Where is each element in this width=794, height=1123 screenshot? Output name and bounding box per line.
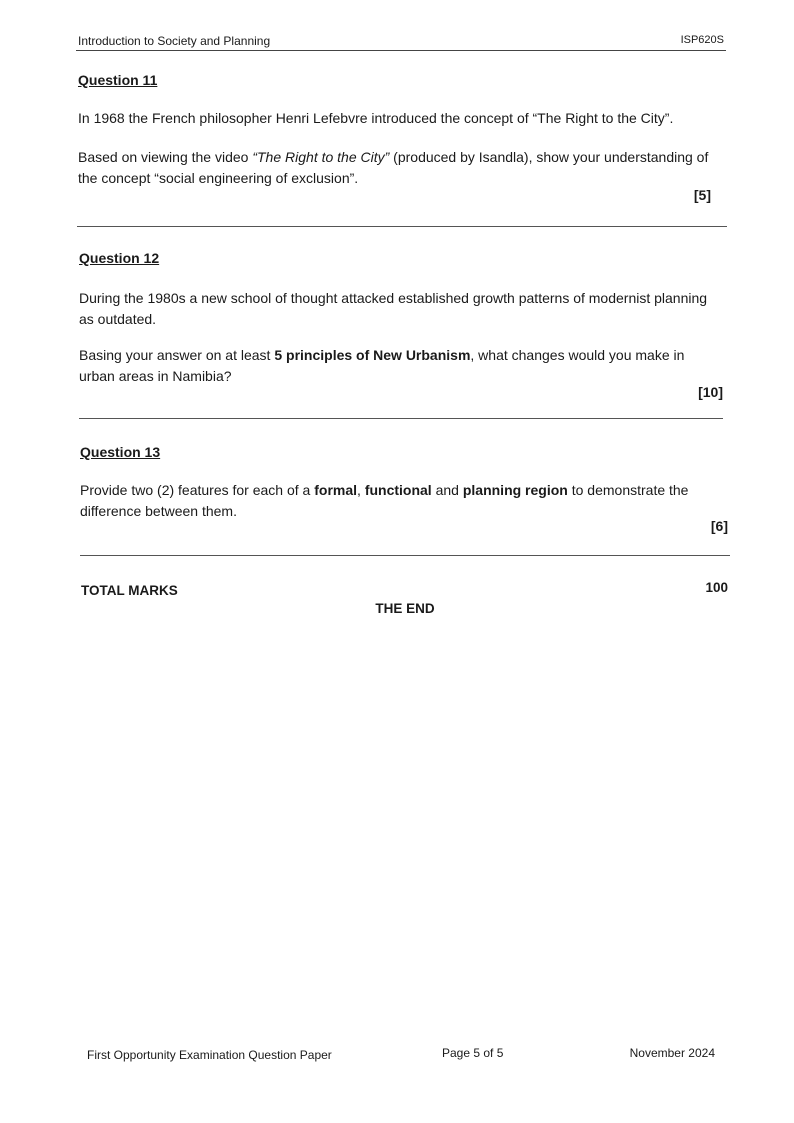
- q13-text-d: and: [431, 482, 463, 498]
- q12-prompt-bold: 5 principles of New Urbanism: [274, 347, 471, 363]
- question-12-intro: During the 1980s a new school of thought attacked established growth patterns of modernist planning as outdated.: [79, 290, 708, 327]
- question-13-marks: [6]: [710, 518, 728, 534]
- footer-page-number: Page 5 of 5: [442, 1046, 504, 1060]
- header-course-code: ISP620S: [680, 34, 724, 46]
- q13-bold-planning-region: planning region: [462, 482, 568, 498]
- question-12-marks: [10]: [698, 384, 723, 400]
- q11-prompt-text-b: (produced by Isandla), show your understanding of the concept “social engineering of exclusion”.: [78, 149, 709, 186]
- footer-exam-type: First Opportunity Examination Question Paper: [87, 1048, 332, 1062]
- q13-text-e: to demonstrate the difference between them.: [80, 482, 689, 519]
- the-end-label: THE END: [375, 601, 435, 616]
- q13-bold-functional: functional: [364, 482, 432, 498]
- question-13-title: Question 13: [80, 444, 161, 460]
- q13-text-c: ,: [357, 482, 365, 498]
- total-marks-value: 100: [705, 580, 728, 595]
- question-11-prompt: [78, 147, 728, 189]
- question-11-marks: [5]: [693, 187, 711, 203]
- question-11-title: Question 11: [78, 72, 158, 88]
- q12-prompt-text-b: , what changes would you make in urban areas in Namibia?: [79, 347, 685, 384]
- question-11-divider: [77, 226, 727, 227]
- q11-video-title: “The Right to the City”: [252, 149, 390, 165]
- q12-prompt-text-a: Basing your answer on at least: [79, 347, 275, 363]
- question-13-prompt: [80, 480, 720, 522]
- question-12-divider: [79, 418, 723, 419]
- question-12-prompt: [79, 345, 719, 387]
- footer-date: November 2024: [629, 1046, 715, 1060]
- q13-text-a: Provide two (2) features for each of a: [80, 482, 315, 498]
- header-divider: [76, 50, 726, 51]
- q13-bold-formal: formal: [314, 482, 358, 498]
- header-course-title: Introduction to Society and Planning: [78, 34, 271, 48]
- question-12-title: Question 12: [79, 250, 160, 266]
- total-marks-label: TOTAL MARKS: [81, 583, 178, 598]
- q11-prompt-text-a: Based on viewing the video: [78, 149, 253, 165]
- question-11-intro: In 1968 the French philosopher Henri Lefebvre introduced the concept of “The Right to the City”.: [78, 110, 674, 126]
- question-13-divider: [80, 555, 730, 556]
